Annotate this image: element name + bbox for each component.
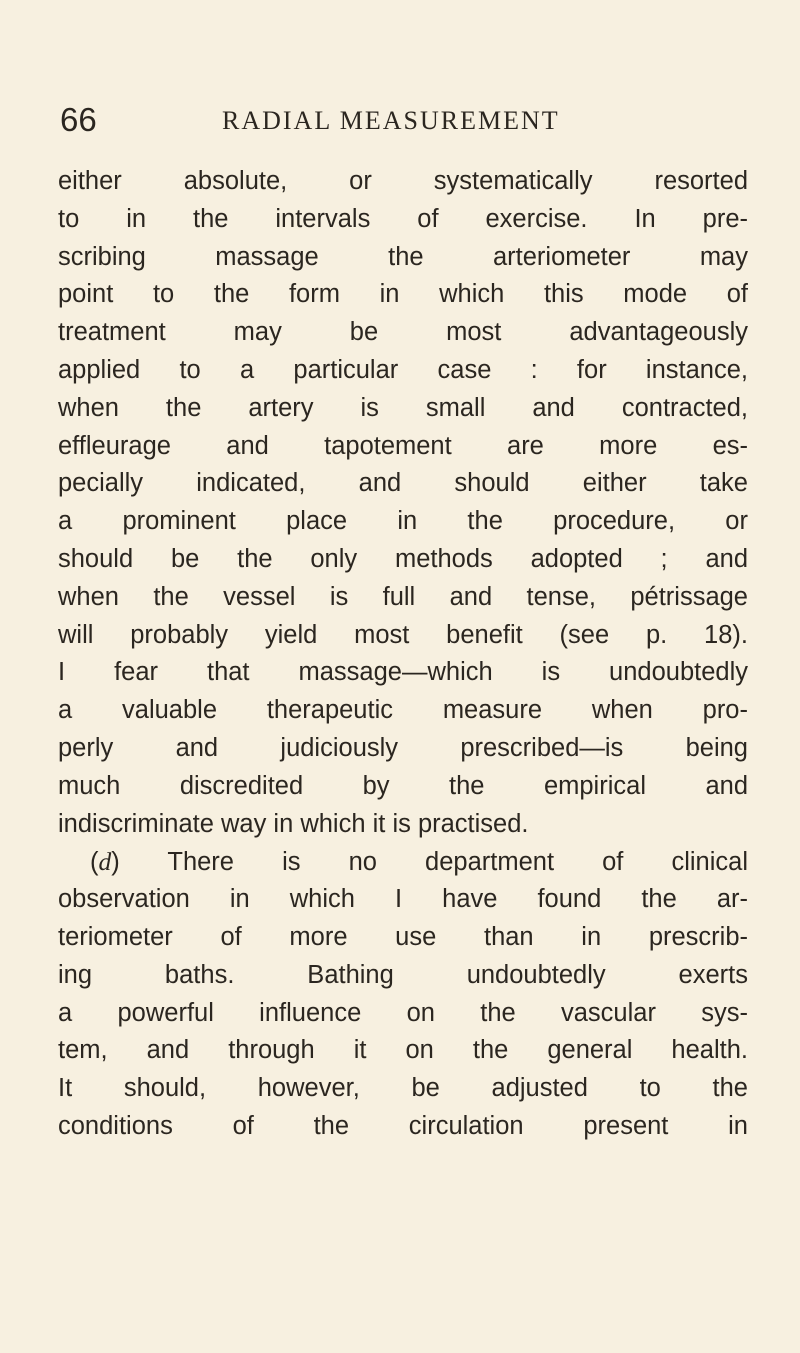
text-line: should be the only methods adopted ; and (58, 544, 748, 573)
text-line: teriometer of more use than in prescrib- (58, 922, 748, 951)
paragraph-d-first-line-text: ) There is no department of clinical (111, 848, 748, 877)
text-line: when the artery is small and contracted, (58, 393, 748, 422)
text-line: either absolute, or systematically resorted (58, 167, 748, 195)
text-line: scribing massage the arteriometer may (58, 242, 748, 271)
text-line: It should, however, be adjusted to the (58, 1074, 748, 1103)
paren-open: ( (90, 848, 99, 877)
text-line: indiscriminate way in which it is practised. (58, 809, 529, 838)
text-line: effleurage and tapotement are more es- (58, 431, 748, 460)
text-line: conditions of the circulation present in (58, 1111, 748, 1140)
text-line: tem, and through it on the general health. (58, 1036, 748, 1065)
paragraph-label: d (98, 847, 112, 877)
text-line: applied to a particular case : for instance, (58, 355, 748, 384)
running-title: RADIAL MEASUREMENT (222, 106, 560, 135)
text-line: ing baths. Bathing undoubtedly exerts (58, 960, 748, 989)
text-line: when the vessel is full and tense, pétrissage (58, 582, 748, 611)
paragraph-d-first-line (58, 843, 748, 881)
text-line: pecially indicated, and should either take (58, 469, 748, 498)
page-number: 66 (60, 101, 97, 138)
text-line: observation in which I have found the ar- (58, 885, 748, 914)
text-line: point to the form in which this mode of (58, 280, 748, 309)
text-line: I fear that massage—which is undoubtedly (58, 658, 748, 687)
text-line: will probably yield most benefit (see p. 18). (58, 620, 748, 649)
text-line: a valuable therapeutic measure when pro- (58, 696, 748, 725)
running-head (60, 100, 760, 140)
text-line: to in the intervals of exercise. In pre- (58, 204, 748, 233)
text-line: treatment may be most advantageously (58, 318, 748, 347)
text-line: perly and judiciously prescribed—is being (58, 733, 748, 762)
text-line: much discredited by the empirical and (58, 771, 748, 800)
text-line: a prominent place in the procedure, or (58, 507, 748, 536)
body-text (58, 163, 748, 1146)
text-line: a powerful influence on the vascular sys- (58, 998, 748, 1027)
